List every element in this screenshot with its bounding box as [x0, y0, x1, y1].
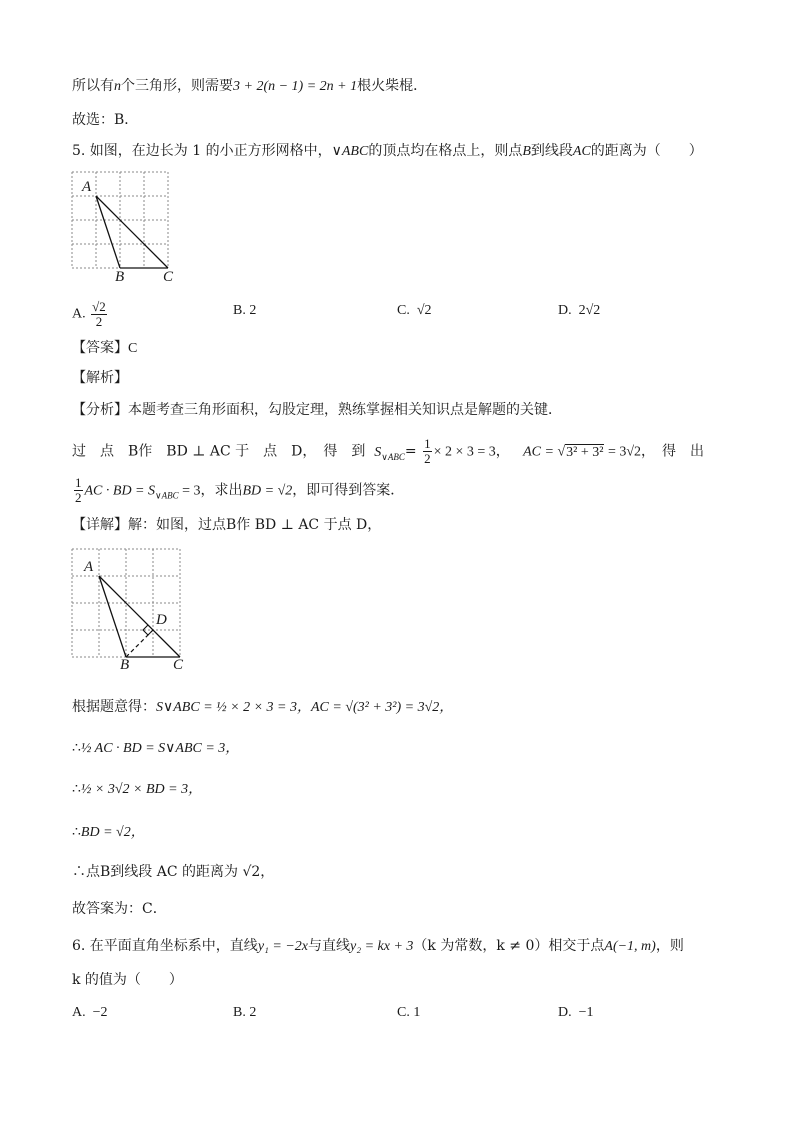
- step-5-text: 点B到线段 AC 的距离为 √2，: [86, 864, 275, 880]
- detail-fig-side-ac: [99, 576, 180, 657]
- q6-option-a-value: −2: [92, 1005, 108, 1020]
- step-3-prefix: ∴: [72, 781, 81, 797]
- method-line-1: [72, 437, 704, 466]
- detail-line: [72, 515, 381, 535]
- method-end: ， 得 出: [641, 443, 705, 460]
- q5-fig1-label-a: A: [82, 179, 92, 195]
- q5-triangle: ∨ABC: [331, 144, 369, 159]
- step-4-text: BD = √2，: [80, 825, 145, 840]
- detail-fig-label-b: B: [120, 657, 130, 670]
- answer-value: C: [128, 341, 138, 356]
- answer-tag: 【答案】: [72, 340, 128, 356]
- q5-option-a-label: A.: [72, 306, 86, 322]
- q6-stem-line-2: k 的值为（ ）: [72, 972, 183, 988]
- q6-stem-d: ，则: [655, 938, 684, 954]
- q6-option-a[interactable]: [72, 1003, 108, 1023]
- q6-option-b-label: B.: [233, 1005, 246, 1020]
- line-2: 故选：B．: [72, 112, 139, 128]
- method-l2-end: ，即可得到答案．: [292, 482, 405, 499]
- q5-option-d-label: D.: [558, 303, 572, 318]
- q5-option-b-label: B.: [233, 303, 246, 318]
- method-l2-expr: AC · BD = S: [84, 483, 155, 499]
- line1-text-b: 个三角形，则需要: [121, 78, 233, 94]
- q5-point-b: B: [522, 144, 531, 159]
- q6-option-c-label: C.: [397, 1005, 410, 1020]
- q6-stem-c: （k 为常数，k ≠ 0）相交于点: [413, 938, 605, 954]
- step-4: [72, 822, 145, 843]
- q5-fig1-side-ac: [96, 196, 168, 268]
- step-1: [72, 697, 453, 718]
- q6-option-c[interactable]: [397, 1003, 420, 1023]
- method-area-symbol: $S_{\vee ABC}$: [374, 444, 405, 462]
- q5-option-a-fraction: $\frac{√2}{2}$: [92, 299, 106, 329]
- q6-stem-a: 6. 在平面直角坐标系中，直线: [72, 938, 258, 954]
- fenxi-line: [72, 400, 562, 420]
- q5-stem-c: 到线段: [530, 143, 573, 159]
- step-5: [72, 862, 274, 882]
- q5-option-c[interactable]: [397, 301, 432, 321]
- detail-tag: 【详解】: [72, 517, 128, 533]
- line1-var-n: n: [114, 79, 121, 94]
- method-area-value: × 2 × 3 = 3，: [433, 444, 510, 460]
- q5-option-c-label: C.: [397, 303, 410, 318]
- q5-segment: AC: [572, 144, 591, 159]
- step-5-prefix: ∴: [72, 864, 86, 880]
- q5-fig1-label-b: B: [115, 269, 125, 283]
- step-2: [72, 738, 239, 759]
- detail-fig-label-a: A: [84, 559, 94, 575]
- q5-option-b-value: 2: [249, 303, 257, 318]
- line-1: [72, 76, 427, 97]
- method-eq-sign: =: [404, 443, 422, 460]
- line1-text-a: 所以有: [72, 78, 114, 94]
- fenxi-tag: 【分析】: [72, 402, 128, 418]
- conclusion-line: 故答案为：C．: [72, 901, 167, 917]
- q6-stem-b: 与直线: [308, 938, 351, 954]
- q5-option-d[interactable]: [558, 301, 600, 321]
- analysis-tag: 【解析】: [72, 370, 128, 386]
- q5-figure-grid: [68, 168, 188, 283]
- q6-option-a-label: A.: [72, 1005, 86, 1020]
- step-1-text: S∨ABC = ½ × 2 × 3 = 3，AC = √(3² + 3²) = 3√2，: [156, 700, 454, 715]
- method-ac-result: = 3√2: [604, 444, 642, 460]
- q6-option-d-value: −1: [578, 1005, 594, 1020]
- q5-fig1-side-ab: [96, 196, 120, 268]
- q6-option-b-value: 2: [249, 1005, 257, 1020]
- step-4-prefix: ∴: [72, 824, 81, 840]
- q5-option-b[interactable]: [233, 301, 256, 321]
- step-3: [72, 779, 202, 800]
- method-l2-mid: = 3，求出: [178, 483, 243, 499]
- step-2-text: ½ AC · BD = S∨ABC = 3，: [80, 741, 240, 756]
- detail-text: 解：如图，过点B作 BD ⊥ AC 于点 D，: [128, 517, 382, 533]
- q5-stem-b: 的顶点均在格点上，则点: [368, 143, 523, 159]
- method-half-fraction: $\frac{1}{2}$: [424, 436, 431, 466]
- q6-option-d[interactable]: [558, 1003, 594, 1023]
- q6-option-c-value: 1: [413, 1005, 421, 1020]
- step-1-prefix: 根据题意得：: [72, 699, 156, 715]
- q5-stem-d: 的距离为（ ）: [590, 143, 703, 159]
- q5-stem-a: 5. 如图，在边长为 1 的小正方形网格中，: [72, 143, 332, 159]
- method-ac-root: √3² + 3²: [557, 444, 604, 460]
- step-3-text: ½ × 3√2 × BD = 3，: [80, 782, 203, 797]
- fenxi-text: 本题考查三角形面积，勾股定理，熟练掌握相关知识点是解题的关键．: [128, 402, 562, 418]
- method-line-2: $\frac{1}{2}$ AC · BD = $S_{\vee ABC} = 3$，求出BD = √2，即可得到答案．: [75, 475, 405, 505]
- q5-stem: [72, 141, 703, 162]
- answer-line: [72, 338, 137, 359]
- detail-fig-label-c: C: [173, 657, 184, 670]
- step-2-prefix: ∴: [72, 740, 81, 756]
- q6-point: A(−1, m): [604, 939, 656, 954]
- q5-fig1-label-c: C: [163, 269, 174, 283]
- detail-fig-side-ab: [99, 576, 126, 657]
- detail-figure-grid: [68, 545, 198, 670]
- q6-option-d-label: D.: [558, 1005, 572, 1020]
- method-intro: 过 点 B作 BD ⊥ AC 于 点 D， 得 到: [72, 443, 366, 460]
- method-ac-label: AC =: [523, 444, 558, 460]
- q5-option-d-value: 2√2: [578, 303, 601, 318]
- q5-option-a[interactable]: [72, 300, 109, 329]
- line1-text-c: 根火柴棍．: [357, 78, 428, 94]
- method-l2-result: BD = √2: [242, 483, 293, 499]
- q6-line-2: y₂ = kx + 3: [350, 939, 414, 954]
- q6-option-b[interactable]: [233, 1003, 256, 1023]
- method-half-fraction-2: $\frac{1}{2}$: [75, 475, 82, 505]
- detail-fig-label-d: D: [156, 612, 167, 628]
- q5-option-c-value: √2: [416, 303, 432, 318]
- q6-stem: [72, 936, 684, 957]
- line1-expression: 3 + 2(n − 1) = 2n + 1: [233, 79, 358, 94]
- q6-line-1: y₁ = −2x: [257, 939, 309, 954]
